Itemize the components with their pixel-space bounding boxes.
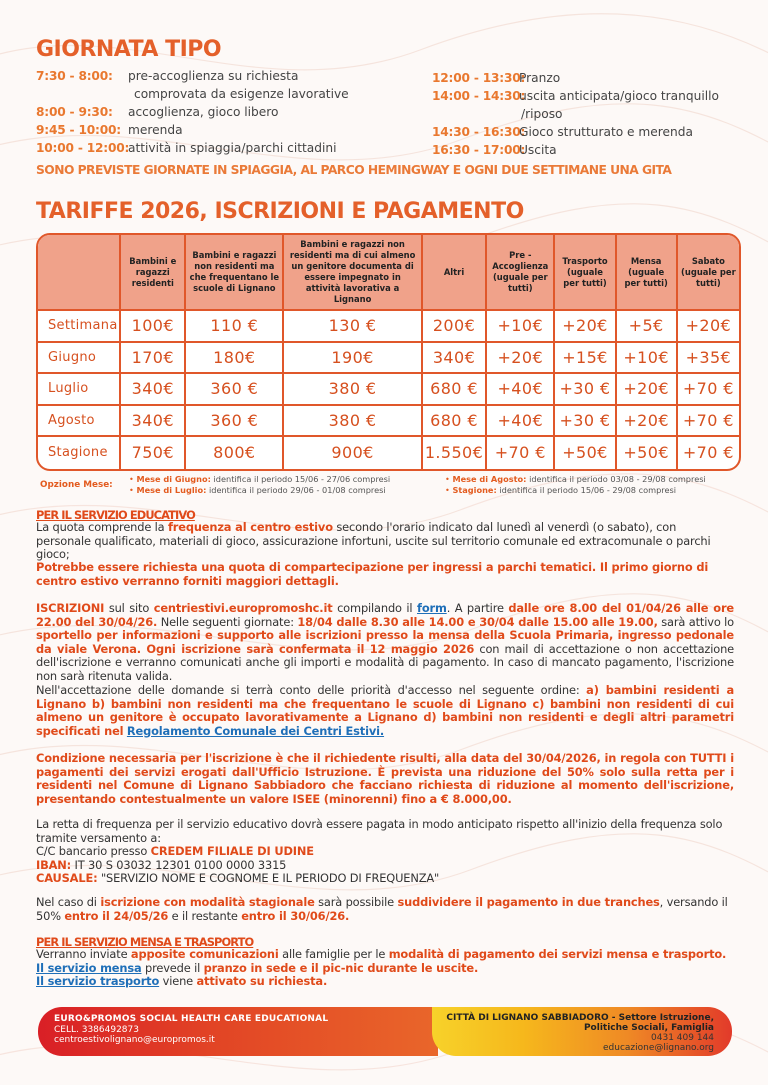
price-cell: 680 € [423,406,487,438]
text: C/C bancario presso [36,844,151,859]
highlight: suddividere il pagamento in due tranches [397,895,660,909]
price-cell: +35€ [678,343,739,375]
footer-org-line2: Politiche Sociali, Famiglia [583,1023,714,1033]
text: Verranno inviate [36,947,131,961]
opzione-text: identifica il periodo 03/08 - 29/08 compresi [529,474,706,484]
highlight: frequenza al centro estivo [167,520,333,534]
opzione-key: Mese di Agosto: [452,474,527,484]
header-sabato: Sabato (uguale per tutti) [678,235,739,311]
price-cell: 100€ [121,311,186,343]
text: Nelle seguenti giornate: [157,614,298,629]
opzione-text: identifica il periodo 29/06 - 01/08 compresi [208,485,386,495]
opzione-key: Mese di Luglio: [136,485,207,495]
text: La quota comprende la [36,520,168,534]
price-cell: 380 € [284,406,423,438]
header-mensa: Mensa (uguale per tutti) [617,235,678,311]
header-non-residenti-genitore: Bambini e ragazzi non residenti ma di cui almeno un genitore documenta di essere impegnato in attività lavorativa a Lignano [284,235,423,311]
price-cell: 380 € [284,374,423,406]
footer-email[interactable]: centroestivolignano@europromos.it [54,1035,215,1045]
table-row [38,343,739,375]
footer-org-name: EURO&PROMOS SOCIAL HEALTH CARE EDUCATIONAL [54,1014,329,1024]
mensa-line [36,975,734,989]
schedule-right [432,69,719,159]
schedule-desc: Pranzo [519,71,561,85]
price-cell: +50€ [555,437,616,469]
schedule-item [432,69,719,87]
retta-paragraph [36,818,734,886]
price-cell: +70 € [678,406,739,438]
footer-org-line1: CITTÀ DI LIGNANO SABBIADORO - Settore Istruzione, [446,1013,714,1023]
price-cell: +20€ [487,343,555,375]
footer-email[interactable]: educazione@lignano.org [603,1043,714,1053]
price-cell: +70 € [678,374,739,406]
text: viene [159,974,197,989]
price-cell: 1.550€ [423,437,487,469]
header-trasporto: Trasporto (uguale per tutti) [555,235,616,311]
text: prevede il [141,960,204,975]
schedule-desc-line: pre-accoglienza su richiesta [128,69,299,83]
row-label: Stagione [38,437,121,469]
table-row [38,311,739,343]
table-row [38,406,739,438]
price-cell: +40€ [487,374,555,406]
highlight: entro il 24/05/26 [64,908,169,923]
mensa-line [36,948,734,962]
opzione-item: • Mese di Giugno: identifica il periodo 15/06 - 27/06 compresi [129,474,391,484]
schedule-time: 12:00 - 13:30: [432,71,526,85]
price-cell: 200€ [423,311,487,343]
mensa-heading: PER IL SERVIZIO MENSA E TRASPORTO [36,935,254,949]
price-cell: 180€ [186,343,284,375]
price-cell: +5€ [617,311,678,343]
schedule-desc: merenda [128,123,183,137]
text: , versando il 50% [36,895,728,923]
schedule-desc [517,87,719,123]
causale-line [36,872,734,886]
price-cell: +10€ [487,311,555,343]
schedule-desc-line: uscita anticipata/gioco tranquillo [519,89,719,103]
iban-line [36,859,734,873]
form-link[interactable]: form [417,601,447,615]
schedule-time: 10:00 - 12:00: [36,141,130,155]
label: IBAN: [36,857,72,872]
mensa-paragraph [36,948,734,989]
price-cell: +20€ [617,406,678,438]
text: La retta di frequenza per il servizio educativo dovrà essere pagata in modo anticipato rispetto all'inizio della frequenza solo tramite versamento a: [36,817,723,845]
price-cell: 110 € [186,311,284,343]
text: compilando il [332,601,418,615]
header-pre-accoglienza: Pre - Accoglienza (uguale per tutti) [487,235,555,311]
compartecipazione-paragraph: Potrebbe essere richiesta una quota di compartecipazione per ingressi a parchi tematici. Il primo giorno di centro estivo verranno forniti maggiori dettagli. [36,560,709,588]
condizione-paragraph: Condizione necessaria per l'iscrizione è che il richiedente risulti, alla data del 30/04/2026, in regola con TUTTI i pagamenti dei servizi erogati dall'Ufficio Istruzione. È prevista una riduzione del 50% solo sulla retta per i residenti nel Comune di Lignano Sabbiadoro che facciano richiesta di riduzione al momento dell'iscrizione, presentando contestualmente un valore ISEE (minorenni) fino a € 8.000,00. [36,751,734,806]
schedule-desc: accoglienza, gioco libero [128,105,279,119]
text: Nell'accettazione delle domande si terrà conto delle priorità d'accesso nel seguente ordine: [36,683,587,697]
schedule-desc-line: comprovata da esigenze lavorative [134,87,349,101]
header-non-residenti-scuole: Bambini e ragazzi non residenti ma che frequentano le scuole di Lignano [186,235,284,311]
highlight: pranzo in sede e il pic-nic durante le uscite. [203,960,479,975]
opzione-text: identifica il periodo 15/06 - 29/08 compresi [499,485,677,495]
tariffe-title: TARIFFE 2026, ISCRIZIONI E PAGAMENTO [36,199,524,224]
cc-line [36,845,734,859]
table-row [38,374,739,406]
schedule-left [36,67,349,157]
schedule-item [36,139,349,157]
schedule-time: 9:45 - 10:00: [36,123,121,137]
highlight: sportello per informazioni e supporto alle iscrizioni presso la mensa della Scuola Primaria, ingresso pedonale da viale Verona. Ogni iscrizione sarà confermata il 12 maggio 2026 [36,628,734,656]
price-cell: +40€ [487,406,555,438]
price-cell: 130 € [284,311,423,343]
schedule-desc: Uscita [519,143,557,157]
schedule-desc: attività in spiaggia/parchi cittadini [128,141,337,155]
price-cell: +30 € [555,406,616,438]
text: sul sito [104,601,154,615]
text: con mail di accettazione o non accettazione dell'iscrizione e verranno comunicati anche gli importi e modalità di pagamento. In caso di mancato pagamento, l'iscrizione non sarà ritenuta valida. [36,641,734,683]
text: Nel caso di [36,895,101,909]
opzione-text: identifica il periodo 15/06 - 27/06 compresi [213,474,391,484]
highlight: apposite comunicazioni [130,947,279,961]
price-cell: 340€ [121,406,186,438]
opzione-key: Mese di Giugno: [136,474,211,484]
schedule-time: 7:30 - 8:00: [36,69,113,83]
price-cell: 340€ [423,343,487,375]
tariff-table [36,233,741,471]
price-cell: +10€ [617,343,678,375]
opzione-item: • Mese di Agosto: identifica il periodo 03/08 - 29/08 compresi [445,474,706,484]
schedule-item [36,103,349,121]
highlight: modalità di pagamento dei servizi mensa e trasporto. [388,947,727,961]
price-cell: +70 € [487,437,555,469]
schedule-desc [126,67,349,103]
schedule-item [432,87,719,123]
price-cell: 750€ [121,437,186,469]
price-cell: 170€ [121,343,186,375]
iscrizioni-paragraph [36,602,734,684]
row-label: Agosto [38,406,121,438]
causale-value: "SERVIZIO NOME E COGNOME E IL PERIODO DI FREQUENZA" [97,871,440,886]
educativo-heading: PER IL SERVIZIO EDUCATIVO [36,508,195,522]
table-row [38,437,739,469]
schedule-item [36,67,349,103]
highlight: a) bambini residenti a Lignano b) bambini non residenti ma che frequentano le scuole di Lignano c) bambini non residenti di cui almeno un genitore è occupato lavorativamente a Lignano d) bambini non residenti e degli altri parametri specificati nel [36,683,734,738]
schedule-time: 16:30 - 17:00: [432,143,526,157]
price-cell: 360 € [186,374,284,406]
label: CAUSALE: [36,871,98,886]
opzione-label: Opzione Mese: [40,480,113,490]
schedule-time: 14:00 - 14:30: [432,89,526,103]
price-cell: +15€ [555,343,616,375]
header-altri: Altri [423,235,487,311]
table-header-row [38,235,739,311]
priorita-paragraph [36,684,734,738]
header-residenti: Bambini e ragazzi residenti [121,235,186,311]
highlight: ISCRIZIONI [36,601,105,615]
row-label: Giugno [38,343,121,375]
opzione-item: • Mese di Luglio: identifica il periodo 29/06 - 01/08 compresi [129,485,386,495]
footer-europromos [38,1007,438,1056]
servizio-trasporto-link[interactable]: Il servizio trasporto [36,974,160,989]
price-cell: 360 € [186,406,284,438]
price-cell: 680 € [423,374,487,406]
opzione-key: Stagione: [452,485,497,495]
price-cell: 900€ [284,437,423,469]
giornata-tipo-title: GIORNATA TIPO [36,37,222,62]
price-cell: +50€ [617,437,678,469]
gita-banner: SONO PREVISTE GIORNATE IN SPIAGGIA, AL PARCO HEMINGWAY E OGNI DUE SETTIMANE UNA GITA [36,163,672,177]
text: sarà attivo lo [657,614,734,629]
highlight: iscrizione con modalità stagionale [100,895,315,909]
schedule-desc-line: /riposo [521,107,563,121]
schedule-time: 8:00 - 9:30: [36,105,113,119]
footer-phone: 0431 409 144 [651,1033,714,1043]
price-cell: 340€ [121,374,186,406]
site-url: centriestivi.europromoshc.it [153,601,333,615]
text: secondo l'orario indicato dal lunedì al venerdì (o sabato), con personale qualificato, materiali di gioco, assicurazione infortuni, uscite sul territorio comunale ed extracomunale o parchi gioco; [36,520,711,562]
schedule-desc: Gioco strutturato e merenda [519,125,693,139]
mensa-line [36,962,734,976]
price-cell: 190€ [284,343,423,375]
price-cell: +20€ [617,374,678,406]
highlight: entro il 30/06/26. [241,908,350,923]
schedule-item [36,121,349,139]
regolamento-link[interactable]: Regolamento Comunale dei Centri Estivi. [126,723,385,738]
text: alle famiglie per le [278,947,389,961]
highlight: 18/04 dalle 8.30 alle 14.00 e 30/04 dalle 15.00 alle 19.00, [297,614,658,629]
price-cell: 800€ [186,437,284,469]
price-cell: +20€ [678,311,739,343]
text: e il restante [168,908,242,923]
schedule-time: 14:30 - 16:30: [432,125,526,139]
row-label: Luglio [38,374,121,406]
price-cell: +30 € [555,374,616,406]
footer-phone: CELL. 3386492873 [54,1024,139,1035]
row-label: Settimana [38,311,121,343]
highlight: dalle ore 8.00 del 01/04/26 alle ore 22.00 del 30/04/26. [36,601,734,629]
servizio-mensa-link[interactable]: Il servizio mensa [36,960,142,975]
price-cell: +70 € [682,443,734,463]
opzione-column [445,474,706,496]
opzione-column [129,474,390,496]
schedule-item [432,141,719,159]
footer-comune [432,1007,732,1056]
tranches-paragraph [36,896,734,923]
opzione-item: • Stagione: identifica il periodo 15/06 - 29/08 compresi [445,485,677,495]
bank-name: CREDEM FILIALE DI UDINE [150,844,314,859]
schedule-item [432,123,719,141]
educativo-paragraph [36,521,734,562]
text: sarà possibile [314,895,398,909]
iban-value: IT 30 S 03032 12301 0100 0000 3315 [71,857,287,872]
header-corner [38,235,121,311]
price-cell: +20€ [555,311,616,343]
text: . A partire [446,601,509,615]
highlight: attivato su richiesta. [196,974,328,989]
